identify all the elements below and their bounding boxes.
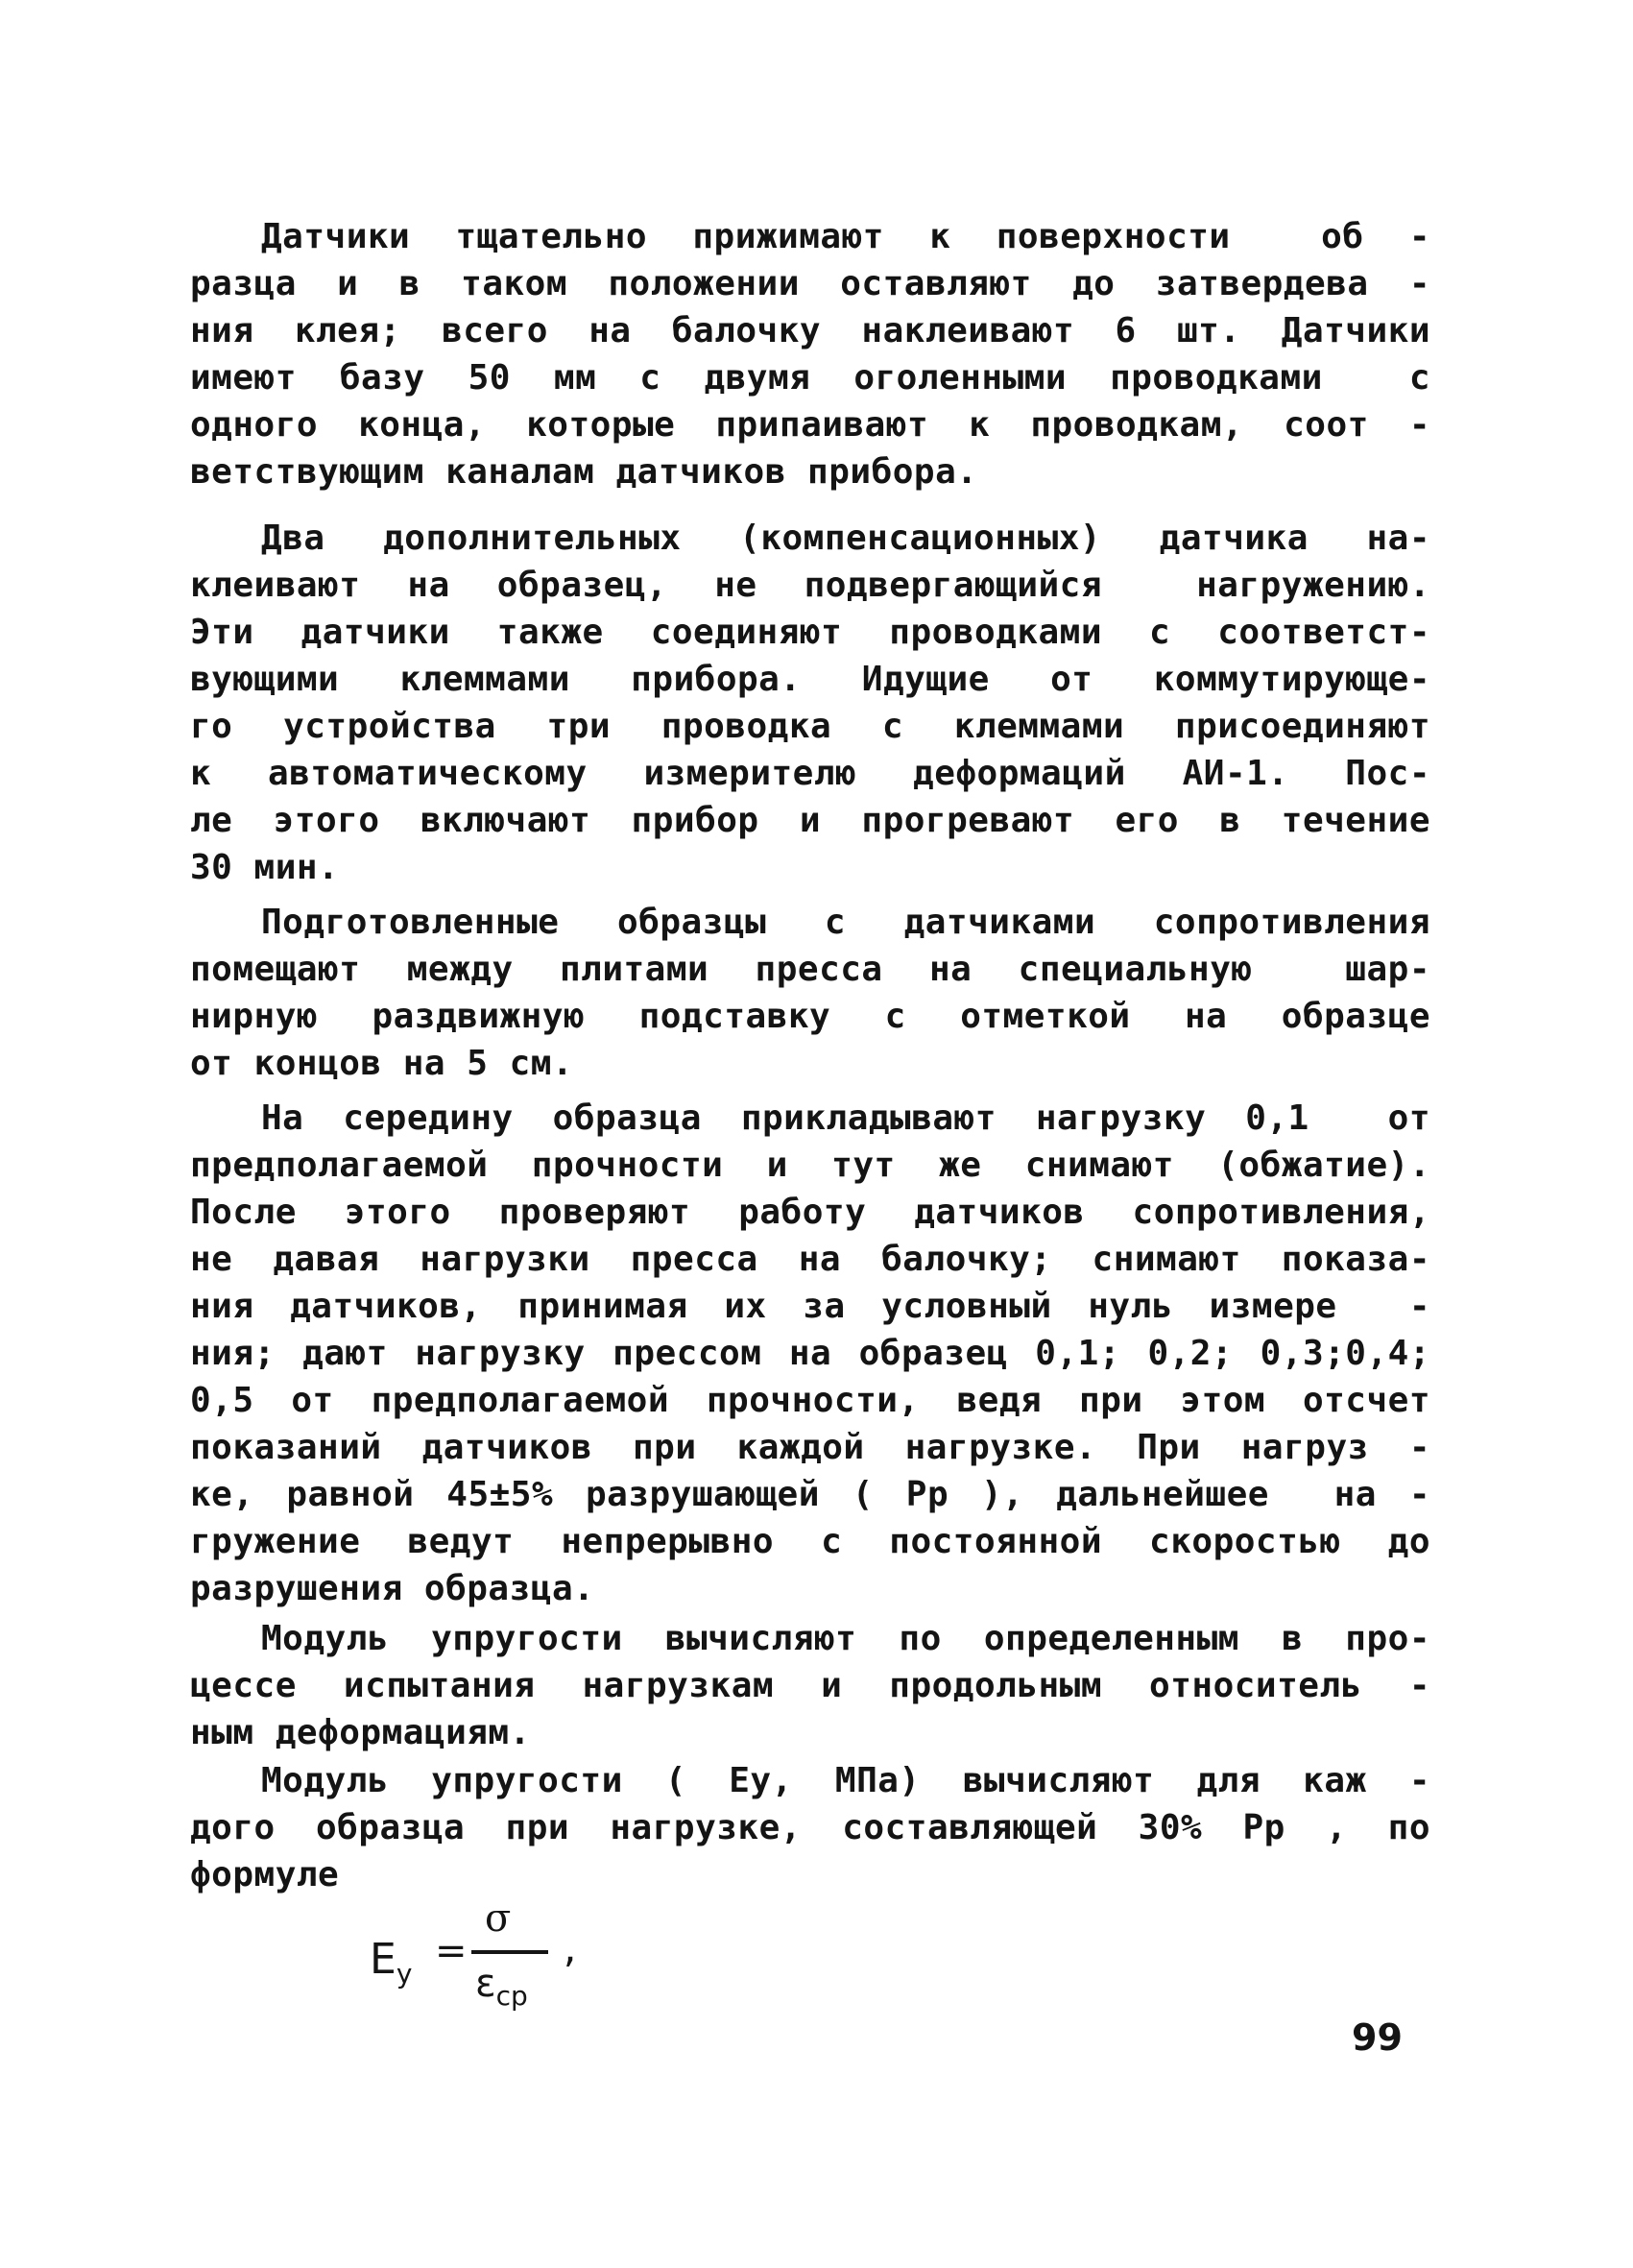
formula-numerator: σ xyxy=(485,1896,512,1941)
paragraph-2 xyxy=(190,515,1430,891)
text-line: одного конца, которые припаивают к проводкам, соот - xyxy=(190,405,1430,445)
text-line: ния датчиков, принимая их за условный нуль измере - xyxy=(190,1287,1430,1326)
formula-comma: , xyxy=(560,1931,581,1970)
text-line: Два дополнительных (компенсационных) датчика на- xyxy=(261,519,1430,558)
paragraph-5 xyxy=(190,1615,1430,1756)
text-line: 0,5 от предполагаемой прочности, ведя при этом отсчет xyxy=(190,1381,1430,1420)
page-number: 99 xyxy=(1352,2016,1403,2059)
text-line: Подготовленные образцы с датчиками сопротивления xyxy=(261,903,1430,942)
text-line: вующими клеммами прибора. Идущие от коммутирующе- xyxy=(190,660,1430,699)
text-line: Датчики тщательно прижимают к поверхности об - xyxy=(261,217,1430,256)
text-line: показаний датчиков при каждой нагрузке. При нагруз - xyxy=(190,1428,1430,1467)
text-line: Модуль упругости ( Eу, МПа) вычисляют для каж - xyxy=(261,1761,1430,1800)
paragraph-4 xyxy=(190,1095,1430,1612)
text-line: ке, равной 45±5% разрушающей ( Pр ), дальнейшее на - xyxy=(190,1475,1430,1514)
formula-lhs: $E_у$ xyxy=(370,1935,413,1990)
text-line: не давая нагрузки пресса на балочку; снимают показа- xyxy=(190,1240,1430,1279)
paragraph-1 xyxy=(190,213,1430,495)
text-line: Эти датчики также соединяют проводками с соответст- xyxy=(190,613,1430,652)
text-line: к автоматическому измерителю деформаций АИ-1. Пос- xyxy=(190,754,1430,793)
text-line: 30 мин. xyxy=(190,848,340,887)
text-line: разца и в таком положении оставляют до затвердева - xyxy=(190,264,1430,303)
text-line: го устройства три проводка с клеммами присоединяют xyxy=(190,707,1430,746)
paragraph-3 xyxy=(190,899,1430,1087)
text-line: После этого проверяют работу датчиков сопротивления, xyxy=(190,1193,1430,1232)
text-line: Модуль упругости вычисляют по определенным в про- xyxy=(261,1619,1430,1658)
text-line: ветствующим каналам датчиков прибора. xyxy=(190,452,978,492)
formula-equals: = xyxy=(435,1929,468,1973)
formula-denominator: $\varepsilon_{ср}$ xyxy=(475,1962,528,2012)
text-line: формуле xyxy=(190,1855,340,1894)
text-line: нирную раздвижную подставку с отметкой на образце xyxy=(190,997,1430,1036)
text-line: клеивают на образец, не подвергающийся нагружению. xyxy=(190,566,1430,605)
text-line: ния; дают нагрузку прессом на образец 0,1; 0,2; 0,3;0,4; xyxy=(190,1334,1430,1373)
text-line: от концов на 5 см. xyxy=(190,1044,574,1083)
text-line: На середину образца прикладывают нагрузку 0,1 от xyxy=(261,1098,1430,1138)
fraction-bar xyxy=(471,1950,548,1954)
elastic-modulus-formula xyxy=(370,1896,600,2031)
text-line: ле этого включают прибор и прогревают его в течение xyxy=(190,801,1430,840)
paragraph-6 xyxy=(190,1757,1430,1898)
text-line: цессе испытания нагрузкам и продольным относитель - xyxy=(190,1666,1430,1705)
text-line: разрушения образца. xyxy=(190,1569,595,1608)
text-line: ния клея; всего на балочку наклеивают 6 шт. Датчики xyxy=(190,311,1430,350)
text-line: ным деформациям. xyxy=(190,1713,531,1752)
text-line: дого образца при нагрузке, составляющей 30% Pр , по xyxy=(190,1808,1430,1847)
text-line: гружение ведут непрерывно с постоянной скоростью до xyxy=(190,1522,1430,1561)
text-line: помещают между плитами пресса на специальную шар- xyxy=(190,950,1430,989)
text-line: предполагаемой прочности и тут же снимают (обжатие). xyxy=(190,1146,1430,1185)
text-line: имеют базу 50 мм с двумя оголенными проводками с xyxy=(190,358,1430,398)
